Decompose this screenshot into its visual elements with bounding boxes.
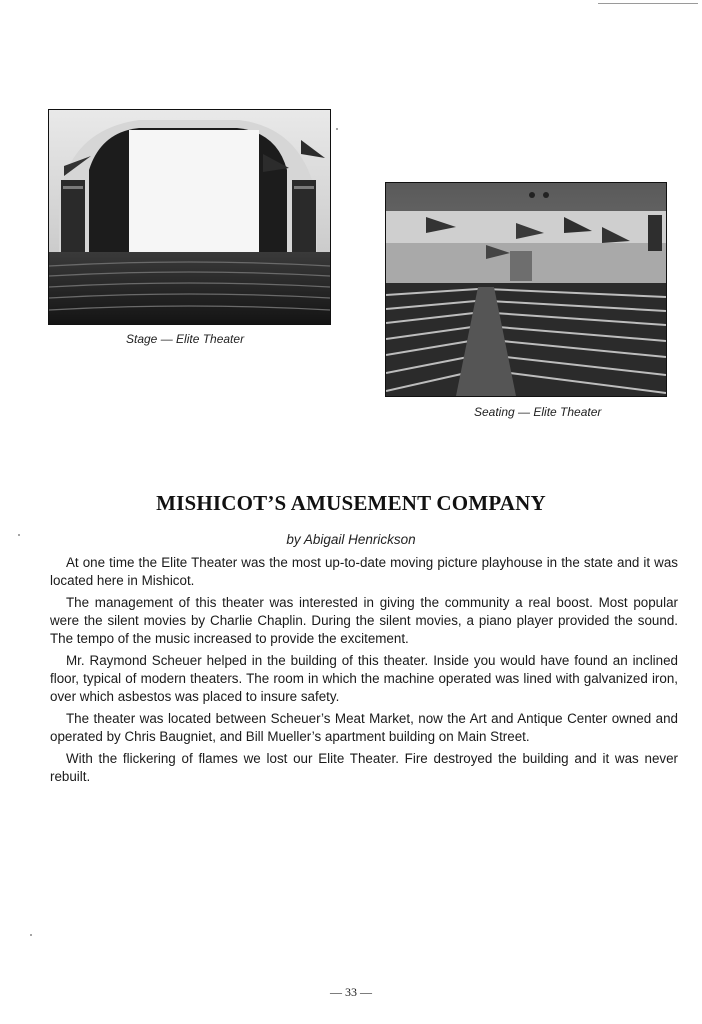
article-paragraph: The theater was located between Scheuer’s Meat Market, now the Art and Antique Center owned and operated by Chris Baugniet, and Bill Mueller’s apartment building on Main Street. (50, 711, 678, 744)
article-paragraph: With the flickering of flames we lost our Elite Theater. Fire destroyed the building and it was never rebuilt. (50, 751, 678, 784)
scan-speck (336, 128, 338, 130)
article-paragraph: At one time the Elite Theater was the most up-to-date moving picture playhouse in the state and it was located here in Mishicot. (50, 555, 678, 588)
page-number: — 33 — (330, 985, 372, 999)
scan-edge-line (598, 3, 698, 4)
article-body (50, 554, 678, 790)
seating-photo-caption: Seating — Elite Theater (474, 405, 602, 419)
scan-speck (18, 534, 20, 536)
stage-photo-caption: Stage — Elite Theater (126, 332, 245, 346)
article-paragraph: Mr. Raymond Scheuer helped in the building of this theater. Inside you would have found an inclined floor, typical of modern theaters. The room in which the machine operated was lined with galvanized iron, over which asbestos was placed to insure safety. (50, 653, 678, 704)
scan-speck (30, 934, 32, 936)
article-title: MISHICOT’S AMUSEMENT COMPANY (156, 491, 546, 515)
seating-photo (385, 182, 667, 397)
article-byline: by Abigail Henrickson (286, 532, 416, 547)
stage-photo (48, 109, 331, 325)
article-paragraph: The management of this theater was interested in giving the community a real boost. Most popular were the silent movies by Charlie Chaplin. During the silent movies, a piano player provided the sound. The tempo of the music increased to provide the excitement. (50, 595, 678, 646)
